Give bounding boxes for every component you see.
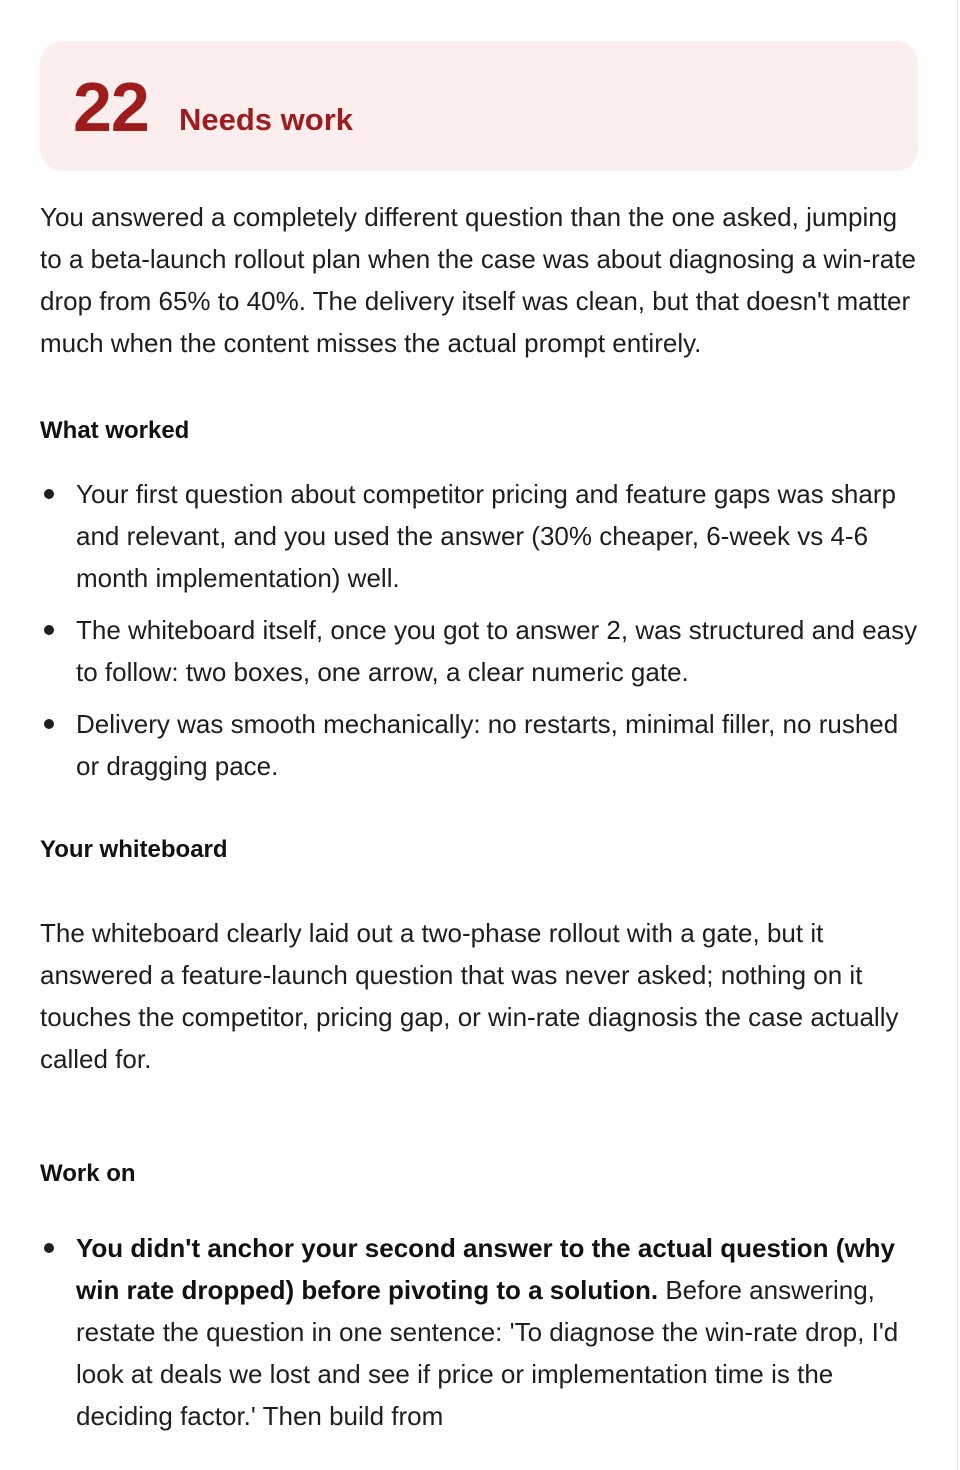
- work-on-item-text: Before answering, restate the question in one sentence: 'To diagnose the win-rate drop, I'd look at deals we lost and see if price or implementation time is the deciding factor.' Then build from: [76, 1275, 899, 1431]
- score-card: [40, 41, 918, 171]
- bullet-icon: [44, 1243, 54, 1253]
- list-item: [40, 703, 918, 787]
- work-on-heading: Work on: [40, 1160, 136, 1187]
- bullet-icon: [44, 489, 54, 499]
- list-item-text: Your first question about competitor pricing and feature gaps was sharp and relevant, and you used the answer (30% cheaper, 6-week vs 4-6 month implementation) well.: [76, 479, 896, 593]
- list-item-text: The whiteboard itself, once you got to answer 2, was structured and easy to follow: two boxes, one arrow, a clear numeric gate.: [76, 615, 918, 687]
- score-value: 22: [73, 68, 149, 146]
- what-worked-list: [40, 473, 918, 787]
- bullet-icon: [44, 625, 54, 635]
- summary-text: You answered a completely different question than the one asked, jumping to a beta-launch rollout plan when the case was about diagnosing a win-rate drop from 65% to 40%. The delivery itself was clean, but that doesn't matter much when the content misses the actual prompt entirely.: [40, 202, 916, 358]
- list-item: [40, 1227, 918, 1437]
- bullet-icon: [44, 719, 54, 729]
- list-item-text: Delivery was smooth mechanically: no restarts, minimal filler, no rushed or dragging pace.: [76, 709, 899, 781]
- list-item: [40, 473, 918, 599]
- work-on-item-bold: You didn't anchor your second answer to the actual question (why win rate dropped) before pivoting to a solution.: [76, 1233, 896, 1305]
- work-on-list: [40, 1227, 918, 1437]
- what-worked-heading: What worked: [40, 417, 190, 444]
- list-item: [40, 609, 918, 693]
- feedback-content: [40, 196, 918, 1437]
- whiteboard-heading: Your whiteboard: [40, 836, 228, 863]
- score-label: Needs work: [179, 102, 354, 137]
- whiteboard-text: The whiteboard clearly laid out a two-phase rollout with a gate, but it answered a feature-launch question that was never asked; nothing on it touches the competitor, pricing gap, or win-rate diagnosis the case actually called for.: [40, 918, 899, 1074]
